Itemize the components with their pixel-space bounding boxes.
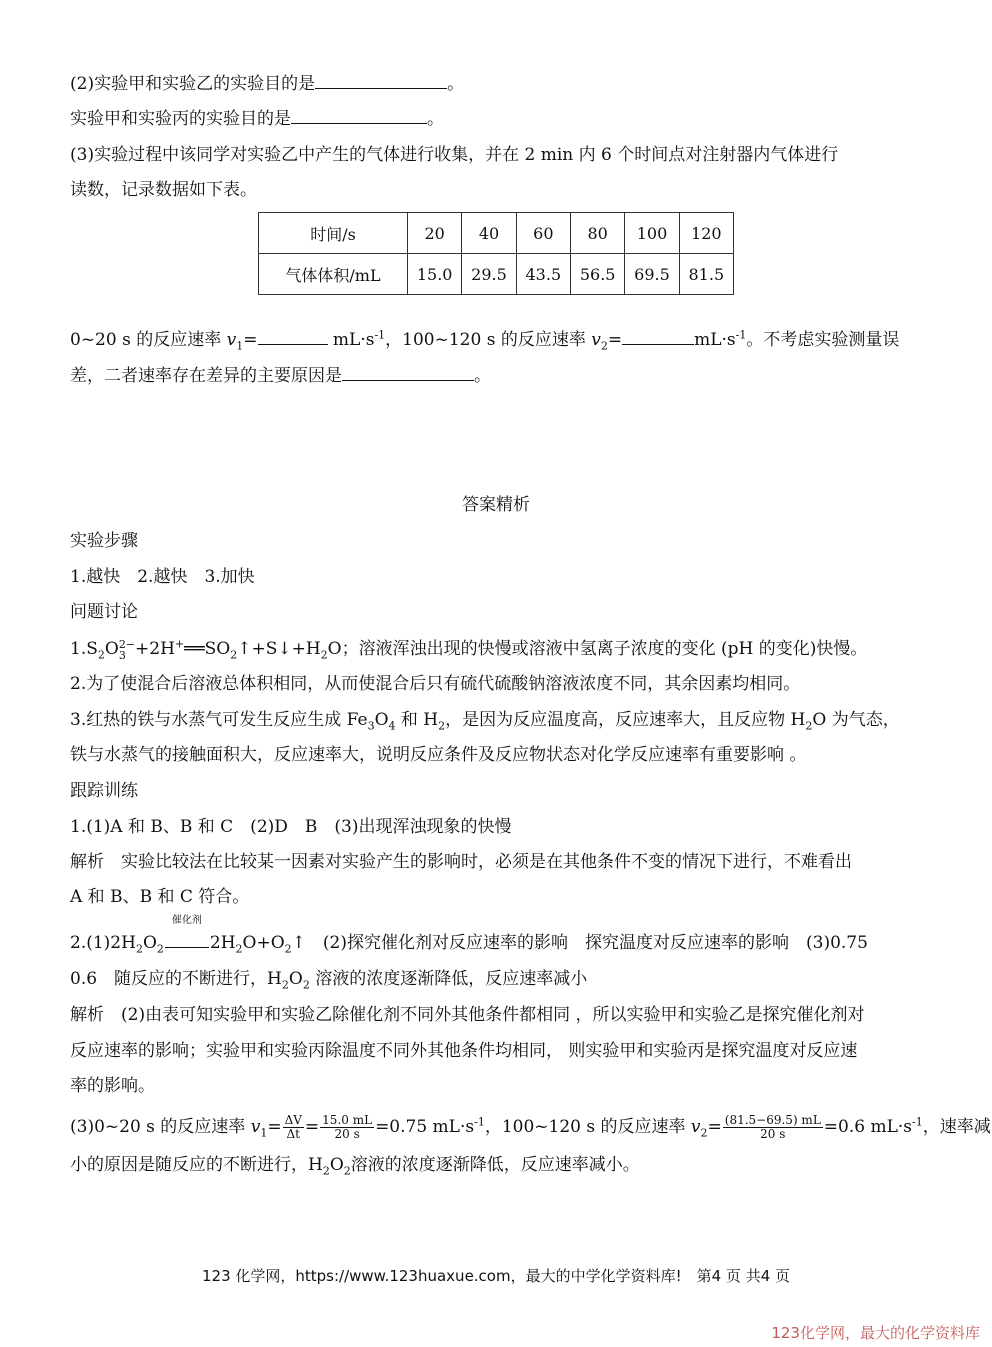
answer-text: 溶液的浓度逐渐降低，反应速率减小。 (350, 1155, 640, 1175)
steps-heading: 实验步骤 (70, 531, 138, 551)
subscript: 2 (135, 942, 143, 956)
answer-text: ↑ (2)探究催化剂对反应速率的影响 探究温度对反应速率的影响 (3)0.75 (291, 933, 868, 953)
subscript: 3 (367, 719, 375, 733)
fraction-numerator: (81.5−69.5) mL (724, 1113, 821, 1127)
variable: v (690, 1117, 701, 1137)
answer-text: +2H (135, 639, 175, 659)
tracking-2-line-1 (70, 915, 868, 956)
table-row (259, 254, 734, 295)
tracking-3-line-2 (70, 1153, 640, 1177)
discussion-2: 2.为了使混合后溶液总体积相同，从而使混合后只有硫代硫酸钠溶液浓度不同，其余因素均相同。 (70, 674, 801, 694)
answer-text: = (304, 1117, 320, 1137)
fraction-denominator: Δt (286, 1127, 300, 1141)
question-text: = (243, 330, 258, 350)
table-cell: 40 (462, 213, 516, 254)
answer-text: =0.75 mL·s (375, 1117, 475, 1137)
answer-text: 2H (209, 933, 236, 953)
subscript: 2 (156, 942, 164, 956)
answers-title: 答案精析 (462, 495, 530, 515)
superscript: -1 (912, 1115, 923, 1129)
answer-text: O；溶液浑浊出现的快慢或溶液中氢离子浓度的变化 (pH 的变化)快慢。 (327, 639, 868, 659)
table-cell: 81.5 (679, 254, 733, 295)
subscript: 3 (118, 648, 126, 662)
answer-text: 和 H (395, 710, 439, 730)
table-cell: 43.5 (516, 254, 570, 295)
question-text: 差，二者速率存在差异的主要原因是 (70, 366, 342, 386)
answer-text: O (288, 969, 303, 989)
answer-text: ，速率减 (922, 1117, 991, 1137)
question-text: 实验甲和实验丙的实验目的是 (70, 109, 291, 129)
subscript: 4 (388, 719, 396, 733)
table-cell: 20 (408, 213, 462, 254)
superscript: -1 (474, 1115, 485, 1129)
question-text: = (607, 330, 623, 350)
answer-text: (3)0~20 s 的反应速率 (70, 1117, 251, 1137)
table-cell: 56.5 (570, 254, 624, 295)
table-cell: 60 (516, 213, 570, 254)
subscript: 2 (302, 978, 310, 992)
subscript: 1 (260, 1126, 268, 1140)
discussion-heading: 问题讨论 (70, 602, 138, 622)
question-text: 。不考虑实验测量误 (746, 330, 900, 350)
subscript: 2 (281, 978, 289, 992)
answer-text: 3.红热的铁与水蒸气可发生反应生成 Fe (70, 710, 368, 730)
subscript: 2 (343, 1164, 351, 1178)
rate-question-line-1 (70, 328, 899, 352)
tracking-2-explanation-3: 率的影响。 (70, 1076, 155, 1096)
question-3-line-2: 读数，记录数据如下表。 (70, 180, 257, 200)
table-header-cell: 时间/s (259, 213, 408, 254)
table-cell: 15.0 (408, 254, 462, 295)
discussion-1 (70, 637, 867, 661)
fraction-numerator: 15.0 mL (322, 1113, 373, 1127)
unit: mL·s (694, 330, 736, 350)
answer-text: = (707, 1117, 722, 1137)
answer-blank (342, 364, 474, 381)
subscript: 2 (235, 942, 243, 956)
tracking-2-explanation-1: 解析 (2)由表可知实验甲和实验乙除催化剂不同外其他条件都相同 ，所以实验甲和实验乙是探究催化剂对 (70, 1005, 865, 1025)
table-header-cell: 气体体积/mL (259, 254, 408, 295)
answer-text: 0.6 随反应的不断进行，H (70, 969, 282, 989)
subscript: 2 (805, 719, 813, 733)
question-text: ，100~120 s 的反应速率 (385, 330, 592, 350)
tracking-heading: 跟踪训练 (70, 781, 138, 801)
page-footer: 123 化学网，https://www.123huaxue.com，最大的中学化学资料库! 第4 页 共4 页 (201, 1267, 791, 1285)
answer-text: O+O (242, 933, 285, 953)
answer-text: ══SO (184, 639, 231, 659)
subscript: 2 (438, 719, 446, 733)
superscript: -1 (735, 328, 747, 342)
answer-text: ，是因为反应温度高，反应速率大，且反应物 H (445, 710, 806, 730)
subscript: 2 (700, 1126, 708, 1140)
question-3-line-1: (3)实验过程中该同学对实验乙中产生的气体进行收集，并在 2 min 内 6 个时间点对注射器内气体进行 (70, 145, 839, 165)
question-2-line-2 (70, 107, 444, 131)
table-row (259, 213, 734, 254)
watermark: 123化学网，最大的化学资料库 (771, 1324, 980, 1342)
fraction (283, 1114, 304, 1141)
subscript: 2 (97, 648, 105, 662)
tracking-3-line-1 (70, 1114, 991, 1141)
subscript: 2 (284, 942, 292, 956)
unit: mL·s (327, 330, 375, 350)
catalyst-label: 催化剂 (171, 915, 202, 926)
tracking-1-explanation-2: A 和 B、B 和 C 符合。 (70, 887, 250, 907)
superscript: 2− (118, 637, 136, 651)
answer-blank (315, 72, 447, 89)
subscript: 2 (230, 648, 238, 662)
variable: v (591, 330, 601, 350)
variable: v (250, 1117, 261, 1137)
table-cell: 80 (570, 213, 624, 254)
answer-text: O (142, 933, 157, 953)
question-2-line-1 (70, 72, 464, 96)
tracking-2-explanation-2: 反应速率的影响；实验甲和实验丙除温度不同外其他条件均相同， 则实验甲和实验丙是探究温度对反应速 (70, 1041, 858, 1061)
answer-text: 2.(1)2H (70, 933, 136, 953)
answer-blank (622, 328, 694, 345)
superscript: -1 (374, 328, 386, 342)
fraction-numerator: ΔV (284, 1113, 302, 1127)
answer-text: ↑+S↓+H (237, 639, 321, 659)
answer-text: 小的原因是随反应的不断进行，H (70, 1155, 323, 1175)
tracking-1: 1.(1)A 和 B、B 和 C (2)D B (3)出现浑浊现象的快慢 (70, 817, 512, 837)
question-text: 。 (474, 366, 491, 386)
tracking-2-line-2 (70, 967, 587, 991)
table-cell: 100 (625, 213, 679, 254)
gas-volume-table (258, 212, 734, 295)
rate-question-line-2 (70, 364, 491, 388)
answer-text: O (329, 1155, 344, 1175)
answer-text: O (104, 639, 119, 659)
subscript: 2 (320, 648, 328, 662)
steps-text: 1.越快 2.越快 3.加快 (70, 567, 255, 587)
superscript: + (174, 637, 185, 651)
discussion-3-line-1 (70, 708, 900, 732)
fraction-denominator: 20 s (334, 1127, 360, 1141)
table-cell: 29.5 (462, 254, 516, 295)
subscript: 1 (236, 339, 244, 353)
answer-text: 1.S (70, 639, 98, 659)
variable: v (226, 330, 237, 350)
fraction (723, 1114, 823, 1141)
question-text: 0~20 s 的反应速率 (70, 330, 227, 350)
subscript: 2 (600, 339, 608, 353)
table-cell: 120 (679, 213, 733, 254)
fraction (320, 1114, 374, 1141)
answer-text: =0.6 mL·s (823, 1117, 913, 1137)
fraction-denominator: 20 s (760, 1127, 786, 1141)
discussion-3-line-2: 铁与水蒸气的接触面积大，反应速率大，说明反应条件及反应物状态对化学反应速率有重要影响 。 (70, 745, 807, 765)
answer-text: ，100~120 s 的反应速率 (484, 1117, 691, 1137)
table-cell: 69.5 (625, 254, 679, 295)
subscript: 2 (322, 1164, 330, 1178)
answer-blank (291, 107, 427, 124)
answer-text: 溶液的浓度逐渐降低，反应速率减小 (309, 969, 588, 989)
answer-text: = (267, 1117, 282, 1137)
question-text: 。 (427, 109, 444, 129)
question-text: 。 (447, 74, 465, 94)
answer-text: O 为气态， (812, 710, 900, 730)
answer-text: O (374, 710, 389, 730)
question-text: (2)实验甲和实验乙的实验目的是 (70, 74, 316, 94)
tracking-1-explanation-1: 解析 实验比较法在比较某一因素对实验产生的影响时，必须是在其他条件不变的情况下进行，不难看出 (70, 852, 852, 872)
catalyst-arrow (164, 915, 210, 955)
answer-blank (258, 328, 328, 345)
